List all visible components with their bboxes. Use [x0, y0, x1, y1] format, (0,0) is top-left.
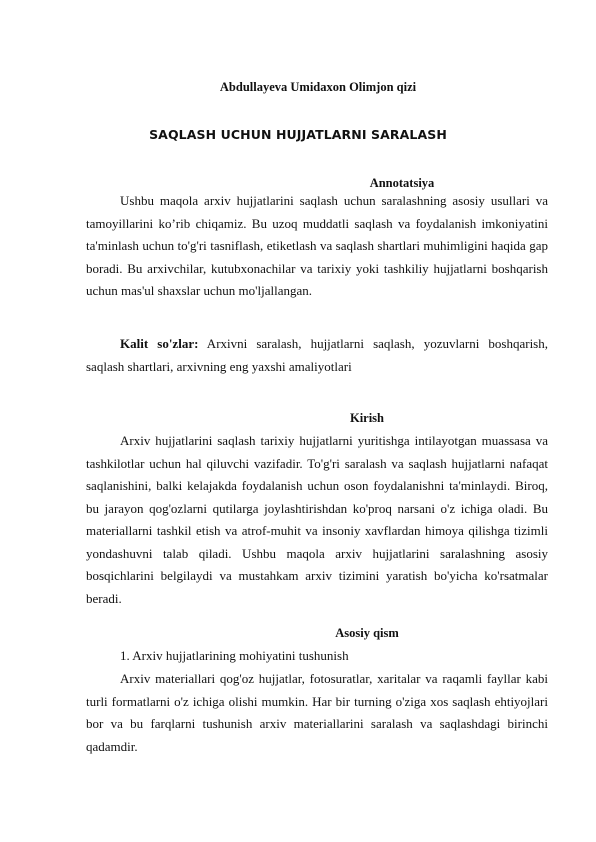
keywords-paragraph [86, 333, 548, 378]
main-subheading: 1. Arxiv hujjatlarining mohiyatini tushunish [120, 648, 349, 663]
keywords-text: Arxivni saralash, hujjatlarni saqlash, yozuvlarni boshqarish, saqlash shartlari, arxivning eng yaxshi amaliyotlari [86, 336, 548, 374]
introduction-paragraph: Arxiv hujjatlarini saqlash tarixiy hujjatlarni yuritishga intilayotgan muassasa va tashkilotlar uchun hal qiluvchi vazifadir. To'g'ri saralash va saqlash hujjatlarni nafaqat saqlanishini, balki kelajakda foydalanish uchun oson foydalanishni ta'minlaydi. Biroq, bu jarayon qog'ozlarni qutilarga joylashtirishdan ko'proq narsani o'z ichiga oladi. Bu materiallarni tashkil etish va atrof-muhit va insoniy xavflardan himoya qilishga tizimli yondashuvni talab qiladi. Ushbu maqola arxiv hujjatlarini saralashning asosiy bosqichlarini belgilaydi va mustahkam arxiv tizimini yaratish bo'yicha ko'rsatmalar beradi. [86, 433, 548, 606]
keywords-label: Kalit so'zlar: [120, 336, 199, 351]
article-title: SAQLASH UCHUN HUJJATLARNI SARALASH [149, 127, 447, 142]
main-section-heading: Asosiy qism [335, 626, 399, 640]
author-name: Abdullayeva Umidaxon Olimjon qizi [219, 80, 417, 94]
main-paragraph: Arxiv materiallari qog'oz hujjatlar, fotosuratlar, xaritalar va raqamli fayllar kabi turli formatlarni o'z ichiga olishi mumkin. Har bir turning o'ziga xos saqlash ehtiyojlari bor va bu farqlarni tushunish arxiv materiallarini saralash va saqlashdagi birinchi qadamdir. [86, 671, 548, 754]
annotation-paragraph: Ushbu maqola arxiv hujjatlarini saqlash uchun saralashning asosiy usullari va tamoyillarini ko’rib chiqamiz. Bu uzoq muddatli saqlash va foydalanish imkoniyatini ta'minlash uchun to'g'ri tasniflash, etiketlash va saqlash shartlari muhimligini haqida gap boradi. Bu arxivchilar, kutubxonachilar va tarixiy yoki tashkiliy hujjatlarni boshqarish uchun mas'ul shaxslar uchun mo'ljallangan. [86, 193, 548, 298]
introduction-heading: Kirish [349, 411, 385, 425]
annotation-heading: Annotatsiya [369, 176, 435, 190]
